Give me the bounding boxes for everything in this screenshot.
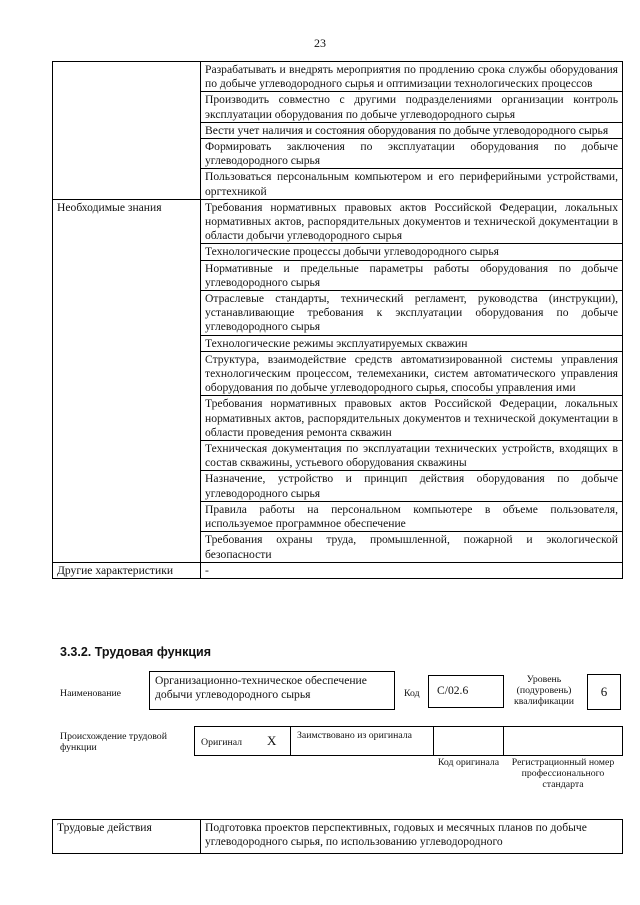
knowledge-cell: Техническая документация по эксплуатации технических устройств, входящих в состав скважины, устьевого оборудования скважины xyxy=(201,441,623,471)
section-title: 3.3.2. Трудовая функция xyxy=(60,645,212,659)
knowledge-cell: Правила работы на персональном компьютере в объеме пользователя, используемое программное обеспечение xyxy=(201,501,623,531)
knowledge-cell: Нормативные и предельные параметры работы оборудования по добыче углеводородного сырья xyxy=(201,260,623,290)
other-label: Другие характеристики xyxy=(53,562,201,578)
skill-cell: Пользоваться персональным компьютером и его периферийными устройствами, оргтехникой xyxy=(201,169,623,199)
level-label: Уровень (подуровень) квалификации xyxy=(513,674,575,707)
original-label: Оригинал xyxy=(201,737,243,748)
name-value: Организационно-техническое обеспечение добычи углеводородного сырья xyxy=(149,671,395,710)
actions-table xyxy=(52,819,623,854)
knowledge-cell: Структура, взаимодействие средств автоматизированной системы управления технологическим процессом, телемеханики, систем автоматического управления оборудования по добыче углеводородного сырья, способы управления ими xyxy=(201,351,623,396)
action-cell: Подготовка проектов перспективных, годовых и месячных планов по добыче углеводородного сырья, по использованию углеводородного xyxy=(201,820,623,854)
knowledge-cell: Требования нормативных правовых актов Российской Федерации, локальных нормативных актов, распорядительных документов и технической документации в области проведения ремонта скважин xyxy=(201,396,623,441)
knowledge-cell: Требования нормативных правовых актов Российской Федерации, локальных нормативных актов, распорядительных документов и технической документации в области добычи углеводородного сырья xyxy=(201,199,623,244)
table-row xyxy=(53,62,623,92)
origin-label: Происхождение трудовой функции xyxy=(60,731,167,753)
code-original-cell xyxy=(433,726,504,756)
original-mark: X xyxy=(267,733,277,748)
knowledge-cell: Отраслевые стандарты, технический регламент, руководства (инструкции), устанавливающие требования к эксплуатации оборудования по добыче углеводородного сырья xyxy=(201,291,623,336)
name-label: Наименование xyxy=(60,688,122,699)
code-label: Код xyxy=(404,688,420,699)
knowledge-cell: Назначение, устройство и принцип действия оборудования по добыче углеводородного сырья xyxy=(201,471,623,501)
actions-label: Трудовые действия xyxy=(53,820,201,854)
knowledge-label: Необходимые знания xyxy=(53,199,201,562)
level-value: 6 xyxy=(587,674,621,710)
borrowed-cell xyxy=(290,726,434,756)
original-cell xyxy=(194,726,291,756)
skill-cell: Вести учет наличия и состояния оборудования по добыче углеводородного сырья xyxy=(201,122,623,138)
code-original-label: Код оригинала xyxy=(437,757,500,768)
table-row xyxy=(53,199,623,244)
borrowed-label: Заимствовано из оригинала xyxy=(297,730,412,741)
reg-number-cell xyxy=(503,726,623,756)
reg-number-label: Регистрационный номер профессионального стандарта xyxy=(511,757,615,790)
table-row xyxy=(53,562,623,578)
other-value: - xyxy=(201,562,623,578)
table-row xyxy=(53,820,623,854)
skill-cell: Формировать заключения по эксплуатации оборудования по добыче углеводородного сырья xyxy=(201,139,623,169)
skill-cell: Разрабатывать и внедрять мероприятия по продлению срока службы оборудования по добыче углеводородного сырья и оптимизации технологических процессов xyxy=(201,62,623,92)
skills-knowledge-table xyxy=(52,61,623,579)
knowledge-cell: Требования охраны труда, промышленной, пожарной и экологической безопасности xyxy=(201,532,623,562)
skill-cell: Производить совместно с другими подразделениями организации контроль эксплуатации оборудования по добыче углеводородного сырья xyxy=(201,92,623,122)
knowledge-cell: Технологические процессы добычи углеводородного сырья xyxy=(201,244,623,260)
code-value: C/02.6 xyxy=(428,675,504,708)
knowledge-cell: Технологические режимы эксплуатируемых скважин xyxy=(201,335,623,351)
skills-label-cell xyxy=(53,62,201,200)
page-number: 23 xyxy=(314,36,326,50)
